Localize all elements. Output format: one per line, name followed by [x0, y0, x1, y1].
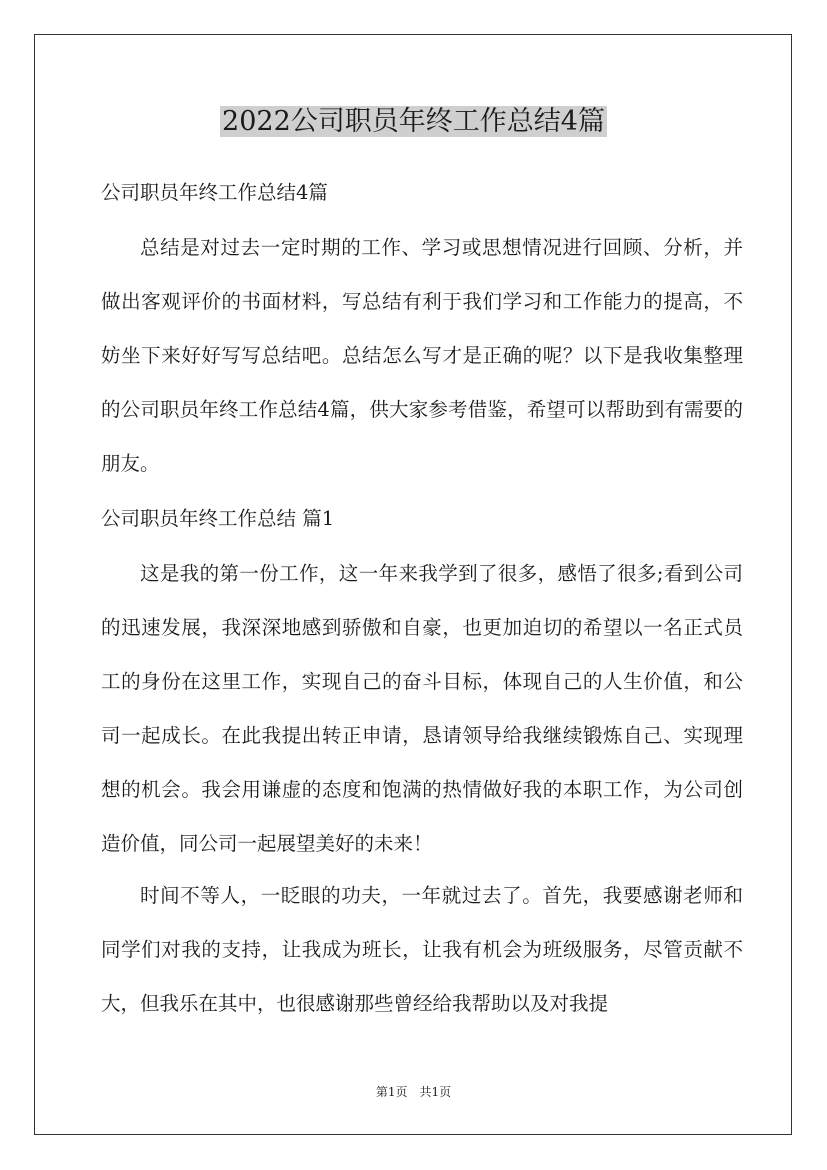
- document-title-text: 2022公司职员年终工作总结4篇: [222, 106, 605, 137]
- document-subtitle: 公司职员年终工作总结4篇: [101, 181, 328, 204]
- document-title: [0, 100, 827, 144]
- body-paragraph: 时间不等人，一眨眼的功夫，一年就过去了。首先，我要感谢老师和同学们对我的支持，让我成为班长，让我有机会为班级服务，尽管贡献不大，但我乐在其中，也很感谢那些曾经给我帮助以及对我提: [101, 884, 743, 1015]
- section-heading: 公司职员年终工作总结 篇1: [101, 507, 335, 530]
- intro-paragraph: 总结是对过去一定时期的工作、学习或思想情况进行回顾、分析，并做出客观评价的书面材料，写总结有利于我们学习和工作能力的提高，不妨坐下来好好写写总结吧。总结怎么写才是正确的呢？以下是我收集整理的公司职员年终工作总结4篇，供大家参考借鉴，希望可以帮助到有需要的朋友。: [101, 236, 743, 475]
- body-paragraph: 这是我的第一份工作，这一年来我学到了很多，感悟了很多;看到公司的迅速发展，我深深地感到骄傲和自豪，也更加迫切的希望以一名正式员工的身份在这里工作，实现自己的奋斗目标，体现自己的人生价值，和公司一起成长。在此我提出转正申请，恳请领导给我继续锻炼自己、实现理想的机会。我会用谦虚的态度和饱满的热情做好我的本职工作，为公司创造价值，同公司一起展望美好的未来！: [101, 562, 743, 855]
- page-footer: 第1页 共1页: [375, 1085, 452, 1099]
